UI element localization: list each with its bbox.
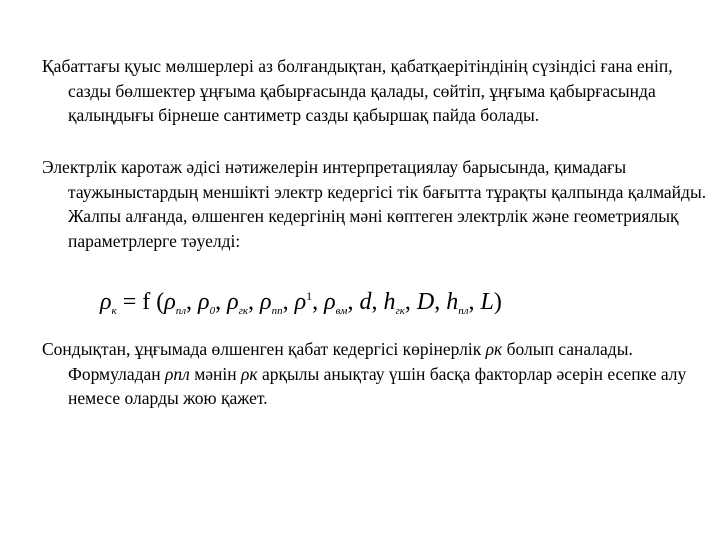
formula-comma: , [282, 289, 295, 315]
formula-comma: , [347, 289, 360, 315]
formula-comma: , [468, 289, 481, 315]
formula-term-sub: гк [395, 305, 405, 317]
formula-term-symbol: ρ [294, 289, 307, 315]
formula-comma: , [434, 289, 447, 315]
formula-close: ) [493, 289, 502, 315]
formula-term [295, 289, 313, 315]
formula-term [198, 289, 215, 315]
formula-term-sub: вм [335, 305, 348, 317]
formula-comma: , [404, 289, 417, 315]
formula-term-sub: пл [175, 305, 187, 317]
formula-term [260, 289, 283, 315]
formula-term-symbol: ρ [227, 289, 239, 315]
formula-term-sub: пп [271, 305, 283, 317]
formula-comma: , [248, 289, 261, 315]
paragraph-1: Қабаттағы қуыс мөлшерлері аз болғандықтан, қабатқаерітіндінің сүзіндісі ғана еніп, сазды бөлшектер ұңғыма қабырғасында қалады, сөйтіп, ұңғыма қабырғасында қалыңдығы бірнеше сантиметр сазды қабыршақ пайда болады. [42, 56, 673, 125]
paragraph-3 [42, 337, 708, 411]
formula-comma: , [186, 289, 199, 315]
formula-comma: , [371, 289, 384, 315]
formula-term-sub: гк [238, 305, 249, 317]
paragraph-2: Электрлік каротаж әдісі нәтижелерін интерпретациялау барысында, қимадағы таужыныстардың меншікті электр кедергісі тік бағытта тұрақты қалпында қалмайды. Жалпы алғанда, өлшенген кедергінің мәні көптеген электрлік және геометриялық параметрлерге тәуелді: [42, 157, 707, 251]
paragraph-3-part-4: арқылы анықтау үшін басқа факторлар әсерін есепке алу немесе оларды жою қажет. [68, 363, 687, 408]
paragraph-3-part-3: мәнін [189, 363, 241, 384]
formula-term [227, 289, 248, 315]
paragraph-3-part-2: болып саналады. Формуладан [68, 339, 633, 384]
formula-comma: , [215, 289, 228, 315]
formula-term-sub: пл [458, 305, 469, 317]
formula-term [359, 289, 371, 315]
formula-lhs-sub: к [111, 305, 117, 317]
formula-term-symbol: h [446, 289, 459, 315]
formula-term [446, 289, 468, 315]
formula-eq: = f ( [122, 289, 165, 315]
formula-term [481, 289, 494, 315]
formula-term-symbol: ρ [260, 289, 272, 315]
formula-term-sub: 0 [209, 305, 216, 317]
formula-comma: , [312, 289, 325, 315]
formula-term [164, 289, 186, 315]
resistivity-formula [100, 281, 502, 326]
formula-term-symbol: h [383, 289, 396, 315]
paragraph-3-part-1: Сондықтан, ұңғымада өлшенген қабат кедергісі көрінерлік [42, 339, 486, 359]
symbol-rho-k: ρк [485, 339, 503, 359]
formula-term [417, 289, 434, 315]
symbol-rho-k-2: ρк [241, 363, 258, 384]
formula-term [383, 289, 404, 315]
formula-lhs: ρ [100, 289, 112, 315]
formula-term-symbol: ρ [164, 289, 176, 315]
symbol-rho-pl: ρпл [165, 363, 190, 384]
formula-term-symbol: D [416, 289, 435, 315]
formula-term [324, 289, 347, 315]
formula-term-symbol: L [480, 289, 494, 315]
formula-term-symbol: d [359, 289, 372, 315]
formula-terms [164, 289, 494, 315]
formula-term-symbol: ρ [324, 289, 336, 315]
formula-term-symbol: ρ [198, 289, 210, 315]
formula-term-sup: 1 [306, 289, 313, 303]
